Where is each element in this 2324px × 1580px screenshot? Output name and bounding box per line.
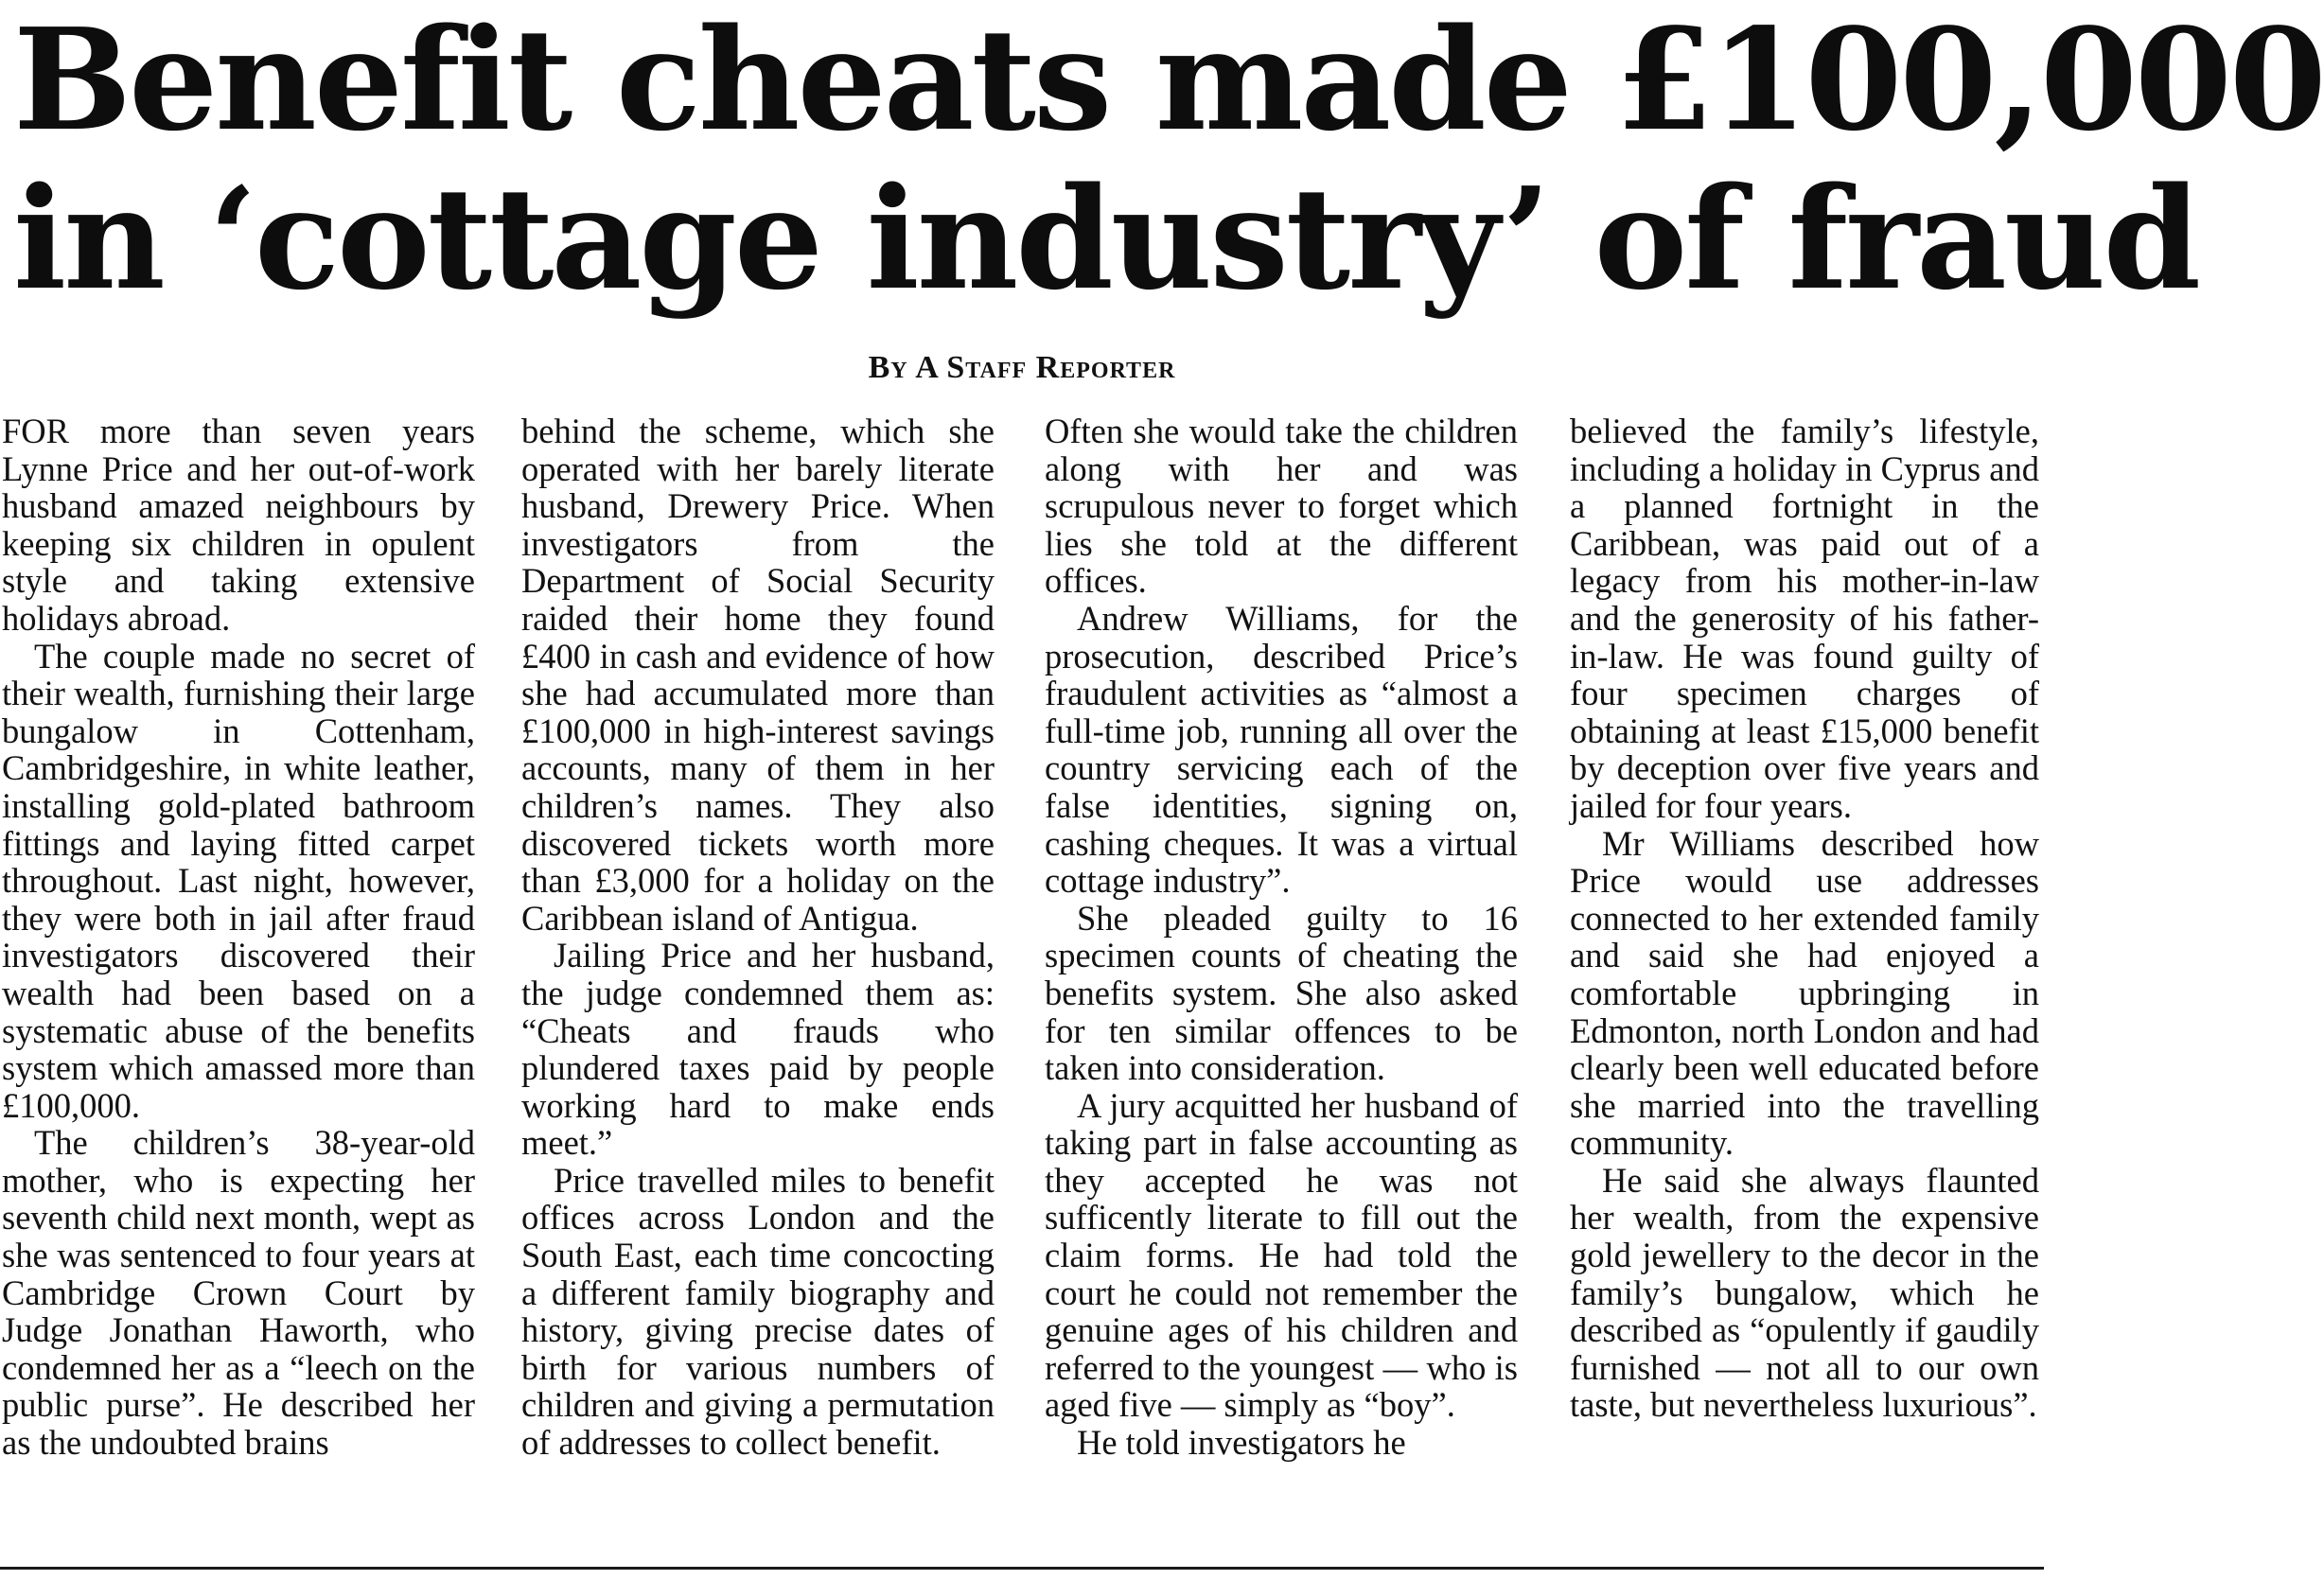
article-column-1 xyxy=(2,413,475,1462)
article-column-2 xyxy=(521,413,995,1462)
paragraph: She pleaded guilty to 16 specimen counts of cheating the benefits system. She also asked for ten similar offences to be taken into consideration. xyxy=(1045,898,1518,1088)
paragraph: Price travelled miles to benefit offices across London and the South East, each time concocting a different family biography and history, giving precise dates of birth for various numbers of children and giving a permutation of addresses to collect benefit. xyxy=(521,1160,995,1463)
paragraph: FOR more than seven years Lynne Price and her out-of-work husband amazed neighbours by keeping six children in opulent style and taking extensive holidays abroad. xyxy=(2,412,475,638)
article-column-3 xyxy=(1045,413,1518,1462)
paragraph: A jury acquitted her husband of taking part in false accounting as they accepted he was not sufficently literate to fill out the claim forms. He had told the court he could not remember the genuine ages of his children and referred to the youngest — who is aged five — simply as “boy”. xyxy=(1045,1085,1518,1425)
bottom-rule xyxy=(0,1567,2044,1570)
article-column-4 xyxy=(1570,413,2039,1424)
paragraph: believed the family’s lifestyle, including a holiday in Cyprus and a planned fortnight in the Caribbean, was paid out of a legacy from his mother-in-law and the generosity of his father-in-law. He was found guilty of four specimen charges of obtaining at least £15,000 benefit by deception over five years and jailed for four years. xyxy=(1570,412,2039,825)
paragraph: He told investigators he xyxy=(1077,1423,1406,1463)
paragraph: Andrew Williams, for the prosecution, described Price’s fraudulent activities as “almost a full-time job, running all over the country servicing each of the false identities, signing on, cashing cheques. It was a virtual cottage industry”. xyxy=(1045,598,1518,901)
paragraph: Jailing Price and her husband, the judge condemned them as: “Cheats and frauds who plundered taxes paid by people working hard to make ends meet.” xyxy=(521,936,995,1163)
paragraph: The couple made no secret of their wealth, furnishing their large bungalow in Cottenham, Cambridgeshire, in white leather, installing gold-plated bathroom fittings and laying fitted carpet throughout. Last night, however, they were both in jail after fraud investigators discovered their wealth had been based on a systematic abuse of the benefits system which amassed more than £100,000. xyxy=(2,636,475,1125)
byline: By A Staff Reporter xyxy=(868,350,1176,385)
paragraph: The children’s 38-year-old mother, who is expecting her seventh child next month, wept as she was sentenced to four years at Cambridge Crown Court by Judge Jonathan Haworth, who condemned her as a “leech on the public purse”. He described her as the undoubted brains xyxy=(2,1123,475,1463)
paragraph: behind the scheme, which she operated with her barely literate husband, Drewery Price. When investigators from the Department of Social Security raided their home they found £400 in cash and evidence of how she had accumulated more than £100,000 in high-interest savings accounts, many of them in her children’s names. They also discovered tickets worth more than £3,000 for a holiday on the Caribbean island of Antigua. xyxy=(521,412,995,938)
headline xyxy=(0,0,2324,321)
paragraph: Mr Williams described how Price would use addresses connected to her extended family and said she had enjoyed a comfortable upbringing in Edmonton, north London and had clearly been well educated before she married into the travelling community. xyxy=(1570,823,2039,1163)
article-body xyxy=(0,413,2044,1538)
headline-line-1: Benefit cheats made £100,000 xyxy=(13,0,2324,162)
paragraph: He said she always flaunted her wealth, from the expensive gold jewellery to the decor in the family’s bungalow, which he described as “opulently if gaudily furnished — not all to our own taste, but nevertheless luxurious”. xyxy=(1570,1160,2039,1425)
paragraph: Often she would take the children along with her and was scrupulous never to forget which lies she told at the different offices. xyxy=(1045,412,1518,601)
headline-line-2: in ‘cottage industry’ of fraud xyxy=(13,156,2199,321)
